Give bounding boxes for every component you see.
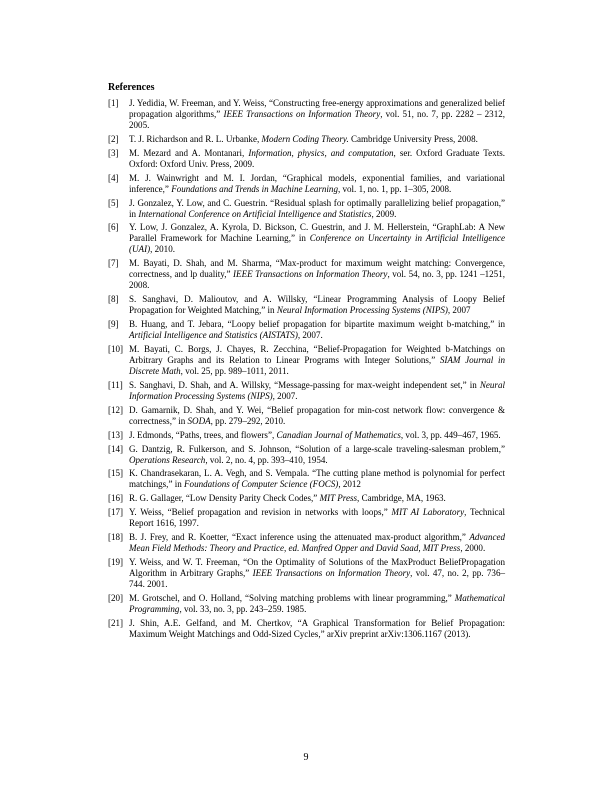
reference-entry [108, 557, 505, 590]
reference-text: S. Sanghavi, D. Shah, and A. Willsky, “Message-passing for max-weight independent set,” in [129, 379, 480, 390]
reference-number: [8] [108, 294, 119, 305]
reference-entry [108, 507, 505, 529]
reference-entry [108, 344, 505, 377]
reference-number: [5] [108, 197, 119, 208]
reference-entry [108, 319, 505, 341]
reference-venue: Foundations of Computer Science (FOCS) [184, 479, 339, 490]
reference-text: , Technical Report 1616, 1997. [129, 507, 506, 529]
reference-text: M. Bayati, D. Shah, and M. Sharma, “Max-product for maximum weight matching: Convergence, correctness, and lp duality,” [129, 258, 505, 280]
reference-number: [14] [108, 443, 124, 454]
reference-number: [1] [108, 98, 119, 108]
reference-text: , 2012 [338, 479, 361, 490]
reference-venue: MIT Press [319, 493, 358, 504]
reference-text: , vol. 2, no. 4, pp. 393–410, 1954. [205, 454, 328, 465]
reference-entry [108, 98, 505, 131]
reference-venue: Advanced Mean Field Methods: Theory and Practice, ed. Manfred Opper and David Saad, MIT Press [129, 532, 505, 554]
reference-entry [108, 222, 505, 255]
reference-venue: MIT AI Laboratory [391, 507, 465, 518]
reference-text: , vol. 1, no. 1, pp. 1–305, 2008. [337, 183, 452, 194]
reference-number: [15] [108, 468, 124, 479]
reference-venue: Canadian Journal of Mathematics [276, 429, 401, 440]
reference-text: Cambridge University Press, 2008. [348, 133, 478, 144]
reference-venue: IEEE Transactions on Information Theory [252, 568, 411, 579]
reference-text: R. G. Gallager, “Low Density Parity Check Codes,” [129, 493, 320, 504]
reference-number: [11] [108, 379, 123, 390]
reference-number: [4] [108, 172, 119, 183]
reference-text: B. J. Frey, and R. Koetter, “Exact inference using the attenuated max-product algorithm,” [129, 532, 470, 543]
reference-venue: Modern Coding Theory. [261, 133, 349, 144]
reference-entry [108, 593, 505, 615]
reference-text: , vol. 47, no. 2, pp. 736–744. 2001. [129, 568, 505, 590]
reference-text: M. Bayati, C. Borgs, J. Chayes, R. Zecchina, “Belief-Propagation for Weighted b-Matchings on Arbitrary Graphs and its Relation to Linear Programs with Integer Solutions,” [129, 344, 505, 366]
reference-number: [3] [108, 147, 119, 158]
reference-text: , vol. 54, no. 3, pp. 1241 –1251, 2008. [129, 269, 505, 291]
reference-entry [108, 148, 505, 170]
reference-text: , 2007. [297, 330, 323, 341]
reference-venue: Neural Information Processing Systems (NIPS) [129, 379, 505, 401]
reference-entry [108, 294, 505, 316]
reference-text: S. Sanghavi, D. Malioutov, and A. Willsky, “Linear Programming Analysis of Loopy Belief Propagation for Weighted Matching,” in [129, 294, 505, 316]
reference-venue: IEEE Transactions on Information Theory [223, 109, 381, 119]
reference-text: , 2007 [447, 305, 471, 316]
reference-text: D. Gamarnik, D. Shah, and Y. Wei, “Belief propagation for min-cost network flow: convergence & correctness,” in [129, 404, 505, 426]
reference-number: [13] [108, 429, 124, 440]
reference-text: , 2010. [150, 244, 175, 255]
reference-entry [108, 493, 505, 504]
reference-text: T. J. Richardson and R. L. Urbanke, [129, 133, 262, 144]
reference-text: M. J. Wainwright and M. I. Jordan, “Graphical models, exponential families, and variational inference,” [129, 172, 505, 194]
reference-text: , Cambridge, MA, 1963. [357, 493, 446, 504]
reference-number: [6] [108, 222, 119, 233]
reference-entry [108, 430, 505, 441]
reference-number: [10] [108, 344, 124, 355]
reference-number: [19] [108, 557, 124, 568]
reference-text: , 2000. [460, 543, 486, 554]
reference-venue: Conference on Uncertainty in Artificial Intelligence (UAI) [129, 233, 506, 255]
reference-text: J. Yedidia, W. Freeman, and Y. Weiss, “Constructing free-energy approximations and generalized belief propagation algorithms,” [129, 98, 505, 119]
reference-entry [108, 444, 505, 466]
reference-venue: SODA [187, 415, 211, 426]
reference-text: K. Chandrasekaran, L. A. Vegh, and S. Vempala. “The cutting plane method is polynomial for perfect matchings,” in [129, 468, 505, 490]
reference-number: [7] [108, 258, 119, 269]
reference-venue: International Conference on Artificial Intelligence and Statistics [138, 208, 372, 219]
reference-text: Y. Low, J. Gonzalez, A. Kyrola, D. Bickson, C. Guestrin, and J. M. Hellerstein, “GraphLab: A New Parallel Framework for Machine Learning,” in [129, 222, 505, 244]
reference-entry [108, 618, 505, 640]
references-heading: References [108, 82, 155, 93]
reference-venue: Mathematical Programming [129, 592, 505, 614]
reference-text: M. Grotschel, and O. Holland, “Solving matching problems with linear programming,” [129, 592, 455, 603]
reference-venue: Artificial Intelligence and Statistics (AISTATS) [129, 330, 298, 341]
reference-text: , 2009. [371, 208, 397, 219]
reference-text: , vol. 51, no. 7, pp. 2282 – 2312, 2005. [129, 109, 505, 130]
reference-number: [21] [108, 617, 124, 628]
reference-number: [12] [108, 404, 124, 415]
reference-venue: Foundations and Trends in Machine Learning [171, 183, 338, 194]
reference-text: Y. Weiss, and W. T. Freeman, “On the Optimality of Solutions of the MaxProduct BeliefPropagation Algorithm in Arbitrary Graphs,” [129, 557, 505, 579]
reference-venue: Neural Information Processing Systems (NIPS) [276, 305, 448, 316]
reference-entry [108, 173, 505, 195]
reference-text: J. Gonzalez, Y. Low, and C. Guestrin. “Residual splash for optimally parallelizing belief propagation,” in [129, 197, 505, 219]
reference-text: G. Dantzig, R. Fulkerson, and S. Johnson, “Solution of a large-scale traveling-salesman problem,” [129, 443, 505, 454]
reference-text: , vol. 25, pp. 989–1011, 2011. [180, 366, 289, 377]
reference-entry [108, 468, 505, 490]
reference-venue: Information, physics, and computation [248, 147, 394, 158]
reference-number: [17] [108, 507, 124, 518]
reference-text: , 2007. [272, 390, 298, 401]
page-number: 9 [303, 752, 309, 763]
reference-venue: IEEE Transactions on Information Theory [233, 269, 388, 280]
reference-number: [2] [108, 133, 119, 144]
reference-entry [108, 380, 505, 402]
reference-text: B. Huang, and T. Jebara, “Loopy belief propagation for bipartite maximum weight b-matching,” in [129, 319, 505, 330]
reference-text: , vol. 33, no. 3, pp. 243–259. 1985. [179, 603, 307, 614]
reference-text: Y. Weiss, “Belief propagation and revision in networks with loops,” [129, 507, 392, 518]
reference-text: , vol. 3, pp. 449–467, 1965. [400, 429, 501, 440]
reference-entry [108, 405, 505, 427]
reference-text: , ser. Oxford Graduate Texts. Oxford: Oxford Univ. Press, 2009. [129, 147, 506, 169]
reference-text: J. Edmonds, “Paths, trees, and flowers”, [129, 429, 277, 440]
reference-text: M. Mezard and A. Montanari, [129, 147, 249, 158]
reference-venue: SIAM Journal in Discrete Math [129, 355, 505, 377]
reference-text: J. Shin, A.E. Gelfand, and M. Chertkov, “A Graphical Transformation for Belief Propagation: Maximum Weight Matchings and Odd-Sized Cycles,” arXiv preprint arXiv:1306.1167 (2013). [129, 617, 505, 639]
reference-number: [16] [108, 493, 124, 504]
reference-entry [108, 134, 505, 145]
reference-entry [108, 198, 505, 220]
reference-number: [20] [108, 592, 124, 603]
reference-text: , pp. 279–292, 2010. [210, 415, 286, 426]
reference-entry [108, 258, 505, 291]
reference-number: [18] [108, 532, 124, 543]
reference-list [108, 98, 505, 643]
reference-venue: Operations Research [129, 454, 206, 465]
reference-number: [9] [108, 319, 119, 330]
reference-entry [108, 532, 505, 554]
